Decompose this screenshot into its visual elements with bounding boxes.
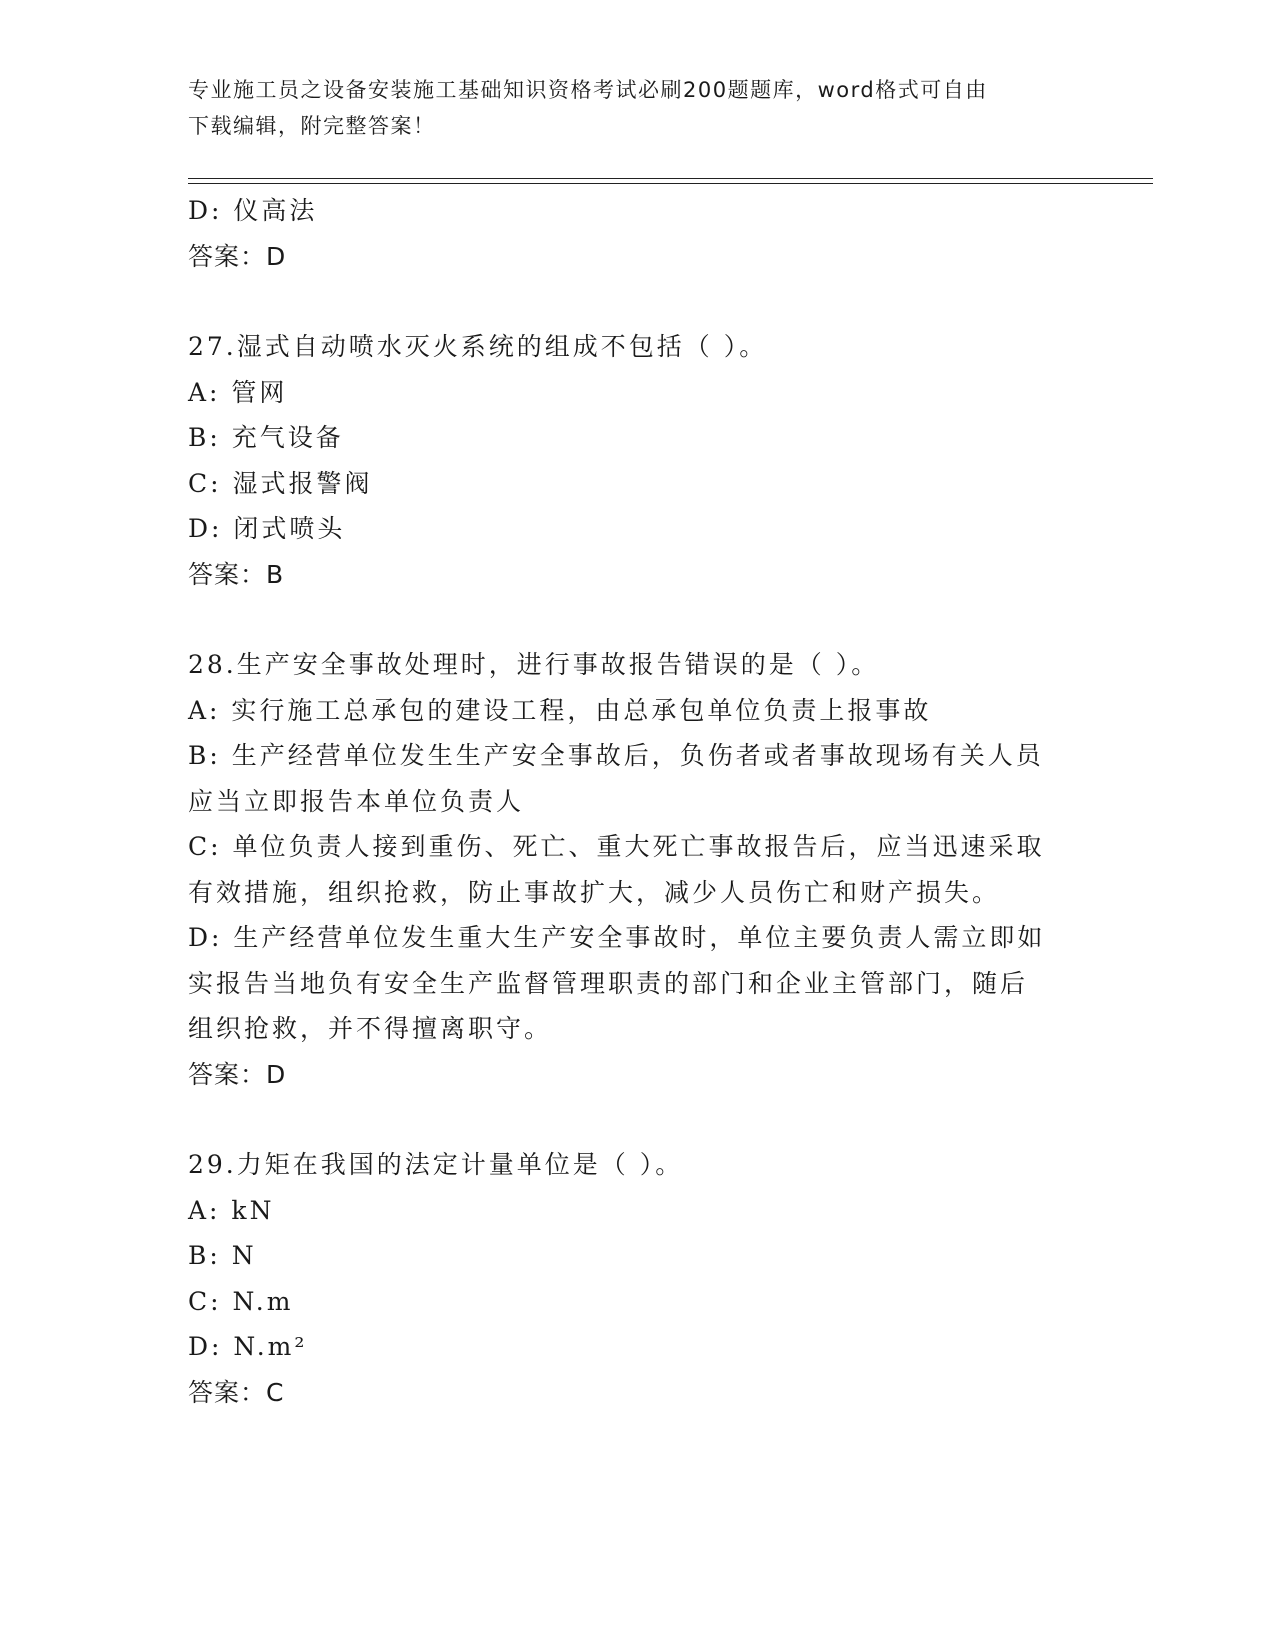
option-d: D: 仪高法 bbox=[188, 196, 318, 225]
option-c: C: 湿式报警阀 bbox=[188, 468, 373, 498]
question-text: 29.力矩在我国的法定计量单位是（ ）。 bbox=[188, 1150, 684, 1179]
header-divider-top bbox=[188, 178, 1153, 179]
header-line-2: 下载编辑，附完整答案！ bbox=[188, 114, 436, 138]
question-27 bbox=[188, 324, 1088, 597]
option-c: C: 单位负责人接到重伤、死亡、重大死亡事故报告后，应当迅速采取 bbox=[188, 832, 1045, 861]
option-a: A: 管网 bbox=[188, 377, 288, 407]
header-line-1: 专业施工员之设备安装施工基础知识资格考试必刷200题题库，word格式可自由 bbox=[188, 78, 988, 102]
spacer bbox=[188, 1097, 1088, 1142]
answer-line: 答案：B bbox=[188, 559, 285, 589]
option-c: C: N.m bbox=[188, 1286, 294, 1316]
answer-line: 答案：C bbox=[188, 1377, 285, 1407]
option-d: D: N.m² bbox=[188, 1332, 308, 1361]
option-a: A: kN bbox=[188, 1195, 275, 1225]
option-b-continued: 应当立即报告本单位负责人 bbox=[188, 786, 525, 816]
option-b: B: 充气设备 bbox=[188, 423, 344, 452]
question-28 bbox=[188, 642, 1088, 1097]
question-text: 28.生产安全事故处理时，进行事故报告错误的是（ ）。 bbox=[188, 650, 880, 679]
question-text: 27.湿式自动喷水灭火系统的组成不包括（ ）。 bbox=[188, 332, 768, 361]
option-d-continued: 实报告当地负有安全生产监督管理职责的部门和企业主管部门，随后 bbox=[188, 968, 1029, 998]
option-d: D: 闭式喷头 bbox=[188, 514, 346, 543]
option-b: B: N bbox=[188, 1241, 257, 1270]
option-a: A: 实行施工总承包的建设工程，由总承包单位负责上报事故 bbox=[188, 695, 932, 725]
spacer bbox=[188, 279, 1088, 324]
previous-question-tail bbox=[188, 188, 1088, 279]
option-c-continued: 有效措施，组织抢救，防止事故扩大，减少人员伤亡和财产损失。 bbox=[188, 877, 1001, 907]
answer-line: 答案：D bbox=[188, 241, 287, 271]
question-content bbox=[188, 188, 1088, 1415]
option-d: D: 生产经营单位发生重大生产安全事故时，单位主要负责人需立即如 bbox=[188, 923, 1046, 952]
document-header bbox=[188, 72, 1088, 144]
option-b: B: 生产经营单位发生生产安全事故后，负伤者或者事故现场有关人员 bbox=[188, 741, 1044, 770]
question-29 bbox=[188, 1142, 1088, 1415]
option-d-continued: 组织抢救，并不得擅离职守。 bbox=[188, 1014, 553, 1043]
header-divider-bottom bbox=[188, 183, 1153, 184]
spacer bbox=[188, 597, 1088, 642]
answer-line: 答案：D bbox=[188, 1059, 287, 1089]
